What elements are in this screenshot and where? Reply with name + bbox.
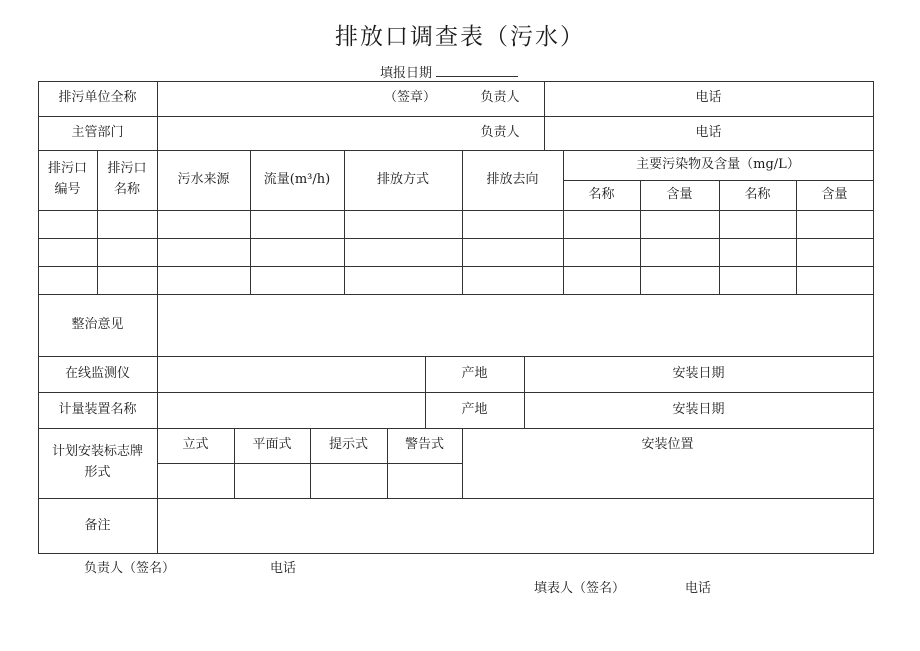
monitor-install-date-label: 安装日期	[672, 365, 725, 381]
col-method: 排放方式	[376, 171, 429, 187]
table-row[interactable]	[38, 238, 873, 266]
rectify-field[interactable]	[157, 294, 873, 356]
sign-warning: 警告式	[404, 437, 444, 453]
remark-field[interactable]	[157, 498, 873, 554]
unit-phone-label: 电话	[695, 90, 722, 106]
table-row[interactable]	[38, 210, 873, 238]
monitor-origin-label: 产地	[461, 365, 488, 381]
sign-location: 安装位置	[641, 437, 694, 453]
col-destination: 排放去向	[486, 171, 539, 187]
meter-label: 计量装置名称	[58, 401, 137, 417]
unit-name-label: 排污单位全称	[58, 90, 137, 106]
col-content-1: 含量	[666, 186, 693, 202]
col-name-1: 名称	[588, 186, 615, 202]
sign-vertical: 立式	[182, 437, 209, 453]
monitor-label: 在线监测仪	[64, 365, 130, 381]
footer-responsible-sign: 负责人（签名）	[84, 561, 176, 576]
col-source: 污水来源	[177, 171, 230, 187]
sign-hint: 提示式	[328, 437, 368, 453]
meter-field[interactable]	[157, 392, 425, 428]
table-row[interactable]	[38, 266, 873, 294]
sign-label: 计划安装标志牌 形式	[51, 444, 143, 480]
footer-phone-2: 电话	[685, 581, 712, 596]
unit-seal-label: （签章）	[383, 90, 436, 106]
page-title: 排放口调查表（污水）	[335, 24, 585, 50]
col-flow: 流量(m³/h)	[263, 171, 331, 187]
col-outlet-no: 排污口 编号	[47, 161, 87, 197]
monitor-field[interactable]	[157, 356, 425, 392]
footer-phone-1: 电话	[270, 561, 297, 576]
unit-name-field[interactable]	[157, 81, 327, 116]
fill-date-label: 填报日期	[380, 66, 433, 81]
unit-responsible-label: 负责人	[480, 90, 520, 106]
dept-label: 主管部门	[71, 124, 124, 140]
col-content-2: 含量	[821, 186, 848, 202]
meter-install-date-label: 安装日期	[672, 401, 725, 417]
remark-label: 备注	[84, 517, 111, 533]
meter-origin-label: 产地	[461, 401, 488, 417]
dept-responsible-label: 负责人	[480, 124, 520, 140]
footer-filler-sign: 填表人（签名）	[534, 581, 626, 596]
col-name-2: 名称	[744, 186, 771, 202]
rectify-label: 整治意见	[71, 316, 124, 332]
sign-flat: 平面式	[252, 437, 292, 453]
col-outlet-name: 排污口 名称	[107, 161, 147, 197]
col-pollutants: 主要污染物及含量（mg/L）	[636, 156, 800, 172]
dept-phone-label: 电话	[695, 124, 722, 140]
